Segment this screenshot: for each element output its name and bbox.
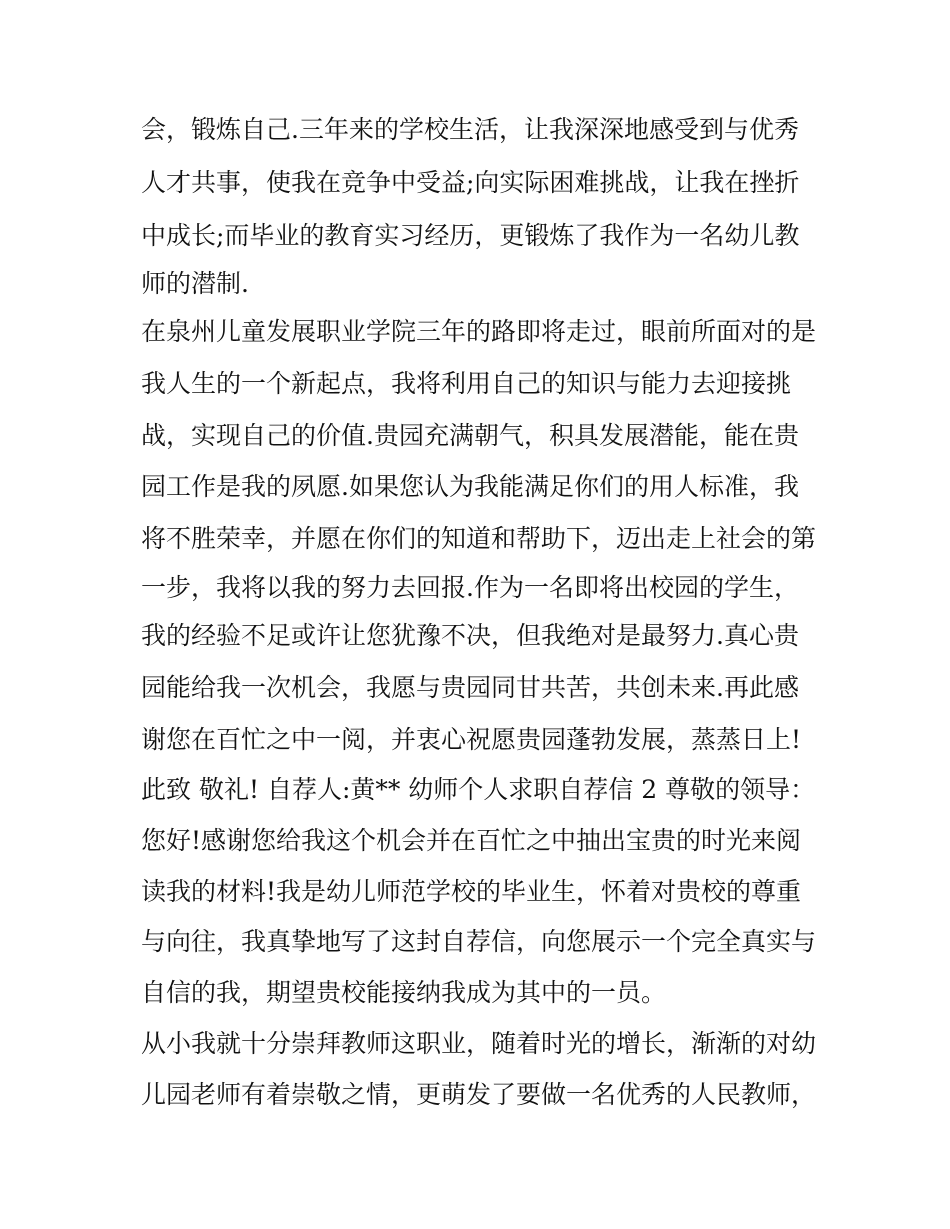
text-line: 一步，我将以我的努力去回报.作为一名即将出校园的学生， xyxy=(141,573,799,602)
text-line: 从小我就十分崇拜教师这职业，随着时光的增长，渐渐的对幼 xyxy=(141,1029,817,1058)
text-line: 中成长;而毕业的教育实习经历，更锻炼了我作为一名幼儿教 xyxy=(141,221,800,250)
text-line: 您好!感谢您给我这个机会并在百忙之中抽出宝贵的时光来阅 xyxy=(141,826,802,855)
text-line: 我人生的一个新起点，我将利用自己的知识与能力去迎接挑 xyxy=(141,369,792,398)
text-line: 儿园老师有着崇敬之情，更萌发了要做一名优秀的人民教师， xyxy=(141,1080,817,1109)
text-line: 人才共事，使我在竞争中受益;向实际困难挑战，让我在挫折 xyxy=(141,168,800,197)
text-line: 自信的我，期望贵校能接纳我成为其中的一员。 xyxy=(141,978,667,1007)
text-line: 园工作是我的夙愿.如果您认为我能满足你们的用人标准，我 xyxy=(141,472,799,501)
text-line: 将不胜荣幸，并愿在你们的知道和帮助下，迈出走上社会的第 xyxy=(141,524,817,553)
text-line: 在泉州儿童发展职业学院三年的路即将走过，眼前所面对的是 xyxy=(141,317,817,346)
text-line: 会，锻炼自己.三年来的学校生活，让我深深地感受到与优秀 xyxy=(141,115,799,144)
text-line: 我的经验不足或许让您犹豫不决，但我绝对是最努力.真心贵 xyxy=(141,621,799,650)
text-line: 谢您在百忙之中一阅，并衷心祝愿贵园蓬勃发展，蒸蒸日上! xyxy=(141,725,802,754)
text-line: 与向往，我真挚地写了这封自荐信，向您展示一个完全真实与 xyxy=(141,927,817,956)
text-line: 战，实现自己的价值.贵园充满朝气，积具发展潜能，能在贵 xyxy=(141,421,799,450)
text-line: 园能给我一次机会，我愿与贵园同甘共苦，共创未来.再此感 xyxy=(141,673,799,702)
text-line: 此致 敬礼! 自荐人:黄** 幼师个人求职自荐信 2 尊敬的领导： xyxy=(141,775,816,804)
text-line: 师的潜制. xyxy=(141,269,249,298)
text-line: 读我的材料!我是幼儿师范学校的毕业生，怀着对贵校的尊重 xyxy=(141,877,802,906)
